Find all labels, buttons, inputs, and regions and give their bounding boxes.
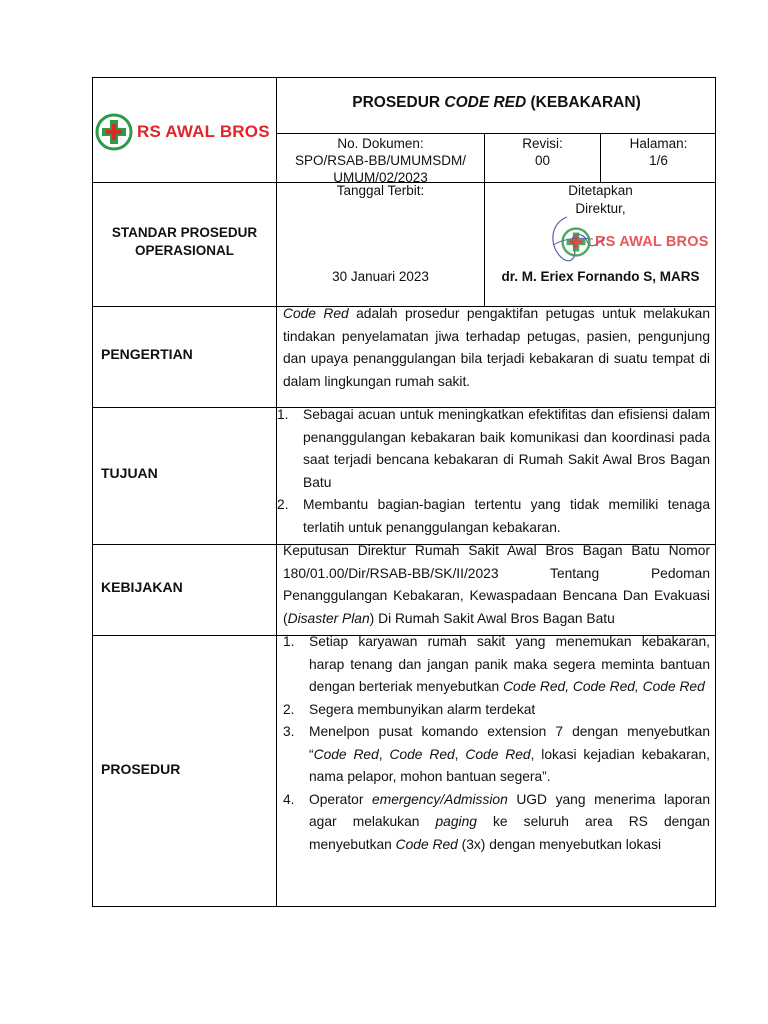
pengertian-body: adalah prosedur pengaktifan petugas untuk melakukan tindakan penyelamatan jiwa terhadap petugas, pasien, pengunjung dan upaya penanggulangan bila terjadi kebakaran di suatu tempat di dalam lingkungan rumah sakit. (283, 306, 710, 389)
stamp-text: RS AWAL BROS (595, 234, 709, 250)
row-divider (276, 133, 716, 134)
tanggal-label: Tanggal Terbit: (336, 183, 425, 198)
list-item (283, 789, 710, 857)
list-number: 2. (283, 701, 295, 717)
list-text: Membantu bagian-bagian tertentu yang tidak memiliki tenaga terlatih untuk penanggulangan kebakaran. (303, 497, 710, 535)
list-number: 4. (283, 791, 295, 807)
revision (485, 135, 600, 169)
list-number: 1. (277, 407, 289, 422)
list-text: ke seluruh area RS dengan menyebutkan (309, 814, 710, 852)
pengertian-label: PENGERTIAN (101, 346, 193, 362)
ditetapkan-label: Ditetapkan (568, 183, 633, 198)
list-text: , lokasi kejadian kebakaran, nama pelapor, mohon bantuan segera”. (309, 746, 710, 784)
list-item (283, 699, 710, 722)
prosedur-list (283, 631, 710, 856)
logo-text: RS AWAL BROS (137, 122, 270, 141)
list-item (283, 721, 710, 789)
tujuan-list (277, 404, 710, 539)
medical-cross-icon (95, 113, 133, 151)
list-item (277, 494, 710, 539)
list-italic: Code Red (389, 746, 455, 762)
document-number (277, 135, 484, 186)
hospital-stamp (561, 227, 709, 257)
doc-no-value: SPO/RSAB-BB/UMUMSDM/ (294, 153, 467, 168)
prosedur-label: PROSEDUR (101, 761, 181, 777)
list-italic: Code Red (395, 836, 458, 852)
document-title (277, 94, 716, 112)
medical-cross-icon (561, 227, 591, 257)
tanggal-value: 30 Januari 2023 (332, 269, 429, 284)
kebijakan-label: KEBIJAKAN (101, 579, 183, 595)
title-suffix: (KEBAKARAN) (526, 94, 641, 111)
list-text: Segera membunyikan alarm terdekat (309, 701, 536, 717)
pengertian-text (283, 303, 710, 393)
signer-name: dr. M. Eriex Fornando S, MARS (501, 269, 700, 284)
title-italic: CODE RED (444, 94, 527, 111)
spo-label-line: OPERASIONAL (134, 243, 234, 258)
spo-label (93, 224, 276, 260)
page-info (601, 135, 716, 169)
list-text: Menelpon pusat komando extension 7 dengan menyebutkan “ (309, 724, 710, 762)
list-item (277, 404, 710, 494)
list-item (283, 631, 710, 699)
list-text: , (378, 746, 390, 762)
list-text: (3x) dengan menyebutkan lokasi (457, 836, 662, 852)
spo-label-line: STANDAR PROSEDUR (111, 225, 258, 240)
title-prefix: PROSEDUR (352, 94, 445, 111)
hospital-logo (95, 113, 270, 151)
kebijakan-text (283, 540, 710, 630)
revisi-label: Revisi: (522, 136, 563, 151)
direktur-label: Direktur, (575, 201, 626, 216)
list-italic: Code Red (313, 746, 379, 762)
kebijakan-italic: Disaster Plan (287, 610, 370, 626)
list-italic: emergency/Admission (372, 791, 508, 807)
kebijakan-body: Keputusan Direktur Rumah Sakit Awal Bros Bagan Batu Nomor 180/01.00/Dir/RSAB-BB/SK/II/2023 Tentang Pedoman Penanggulangan Kebakaran, Kewaspadaan Bencana Dan Evakuasi ( (283, 543, 710, 626)
list-text: Operator (309, 791, 373, 807)
sop-document (92, 77, 716, 907)
list-italic: paging (435, 814, 477, 829)
list-number: 1. (283, 634, 295, 649)
kebijakan-body: ) Di Rumah Sakit Awal Bros Bagan Batu (369, 610, 615, 626)
pengertian-term: Code Red (283, 306, 349, 321)
tujuan-label: TUJUAN (101, 465, 158, 481)
doc-no-label: No. Dokumen: (337, 136, 424, 151)
revisi-value: 00 (534, 153, 551, 168)
list-text: Sebagai acuan untuk meningkatkan efektifitas dan efisiensi dalam penanggulangan kebakaran baik komunikasi dan koordinasi pada saat terjadi bencana kebakaran di Rumah Sakit Awal Bros Bagan Batu (303, 407, 710, 490)
list-italic: Code Red (465, 746, 531, 762)
list-number: 2. (277, 497, 289, 512)
list-text: , (454, 746, 466, 762)
list-italic: Code Red, Code Red, Code Red (503, 679, 705, 694)
doc-no-value: UMUM/02/2023 (333, 170, 428, 185)
list-text: UGD yang menerima laporan agar melakukan (309, 791, 711, 829)
list-number: 3. (283, 724, 295, 739)
list-text: Setiap karyawan rumah sakit yang menemukan kebakaran, harap tenang dan jangan panik maka segera meminta bantuan dengan berteriak menyebutkan (309, 634, 710, 694)
halaman-value: 1/6 (649, 153, 668, 168)
halaman-label: Halaman: (629, 136, 688, 151)
